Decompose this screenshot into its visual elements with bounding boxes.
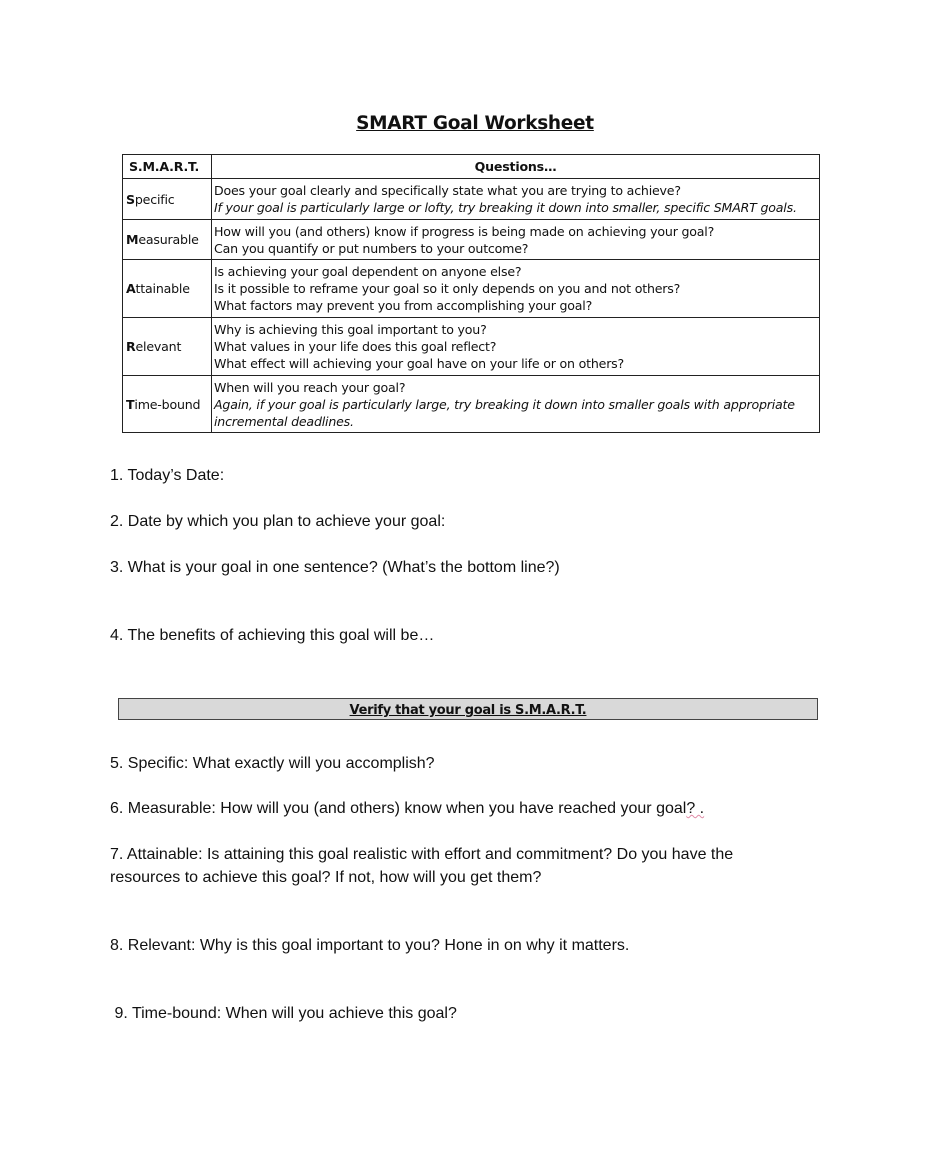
header-smart: S.M.A.R.T.: [123, 155, 212, 179]
row-label-initial: S: [126, 191, 135, 207]
question-6-measurable: [110, 797, 704, 820]
page-title: SMART Goal Worksheet: [356, 113, 594, 134]
row-label-measurable: [123, 220, 212, 260]
row-questions-attainable: [212, 260, 820, 318]
question-line: What values in your life does this goal reflect?: [214, 339, 497, 354]
question-7-attainable: [110, 843, 733, 889]
table-row-attainable: [123, 260, 820, 318]
row-label-relevant: [123, 318, 212, 376]
question-line: What effect will achieving your goal have on your life or on others?: [214, 356, 625, 371]
question-line: When will you reach your goal?: [214, 379, 406, 395]
question-line: Is it possible to reframe your goal so it only depends on you and not others?: [214, 281, 681, 296]
question-line: Does your goal clearly and specifically state what you are trying to achieve?: [214, 183, 681, 198]
question-5-specific: 5. Specific: What exactly will you accomplish?: [110, 755, 435, 772]
row-label-initial: R: [126, 339, 136, 354]
question-4-benefits: 4. The benefits of achieving this goal will be…: [110, 627, 435, 644]
table-header-row: [123, 155, 820, 179]
row-questions-relevant: [212, 318, 820, 376]
question-7-line-1: 7. Attainable: Is attaining this goal realistic with effort and commitment? Do you have the: [110, 846, 734, 863]
row-label-specific: [123, 179, 212, 220]
spellcheck-squiggle: ? .: [686, 800, 705, 817]
question-line-italic: If your goal is particularly large or lofty, try breaking it down into smaller, specific SMART goals.: [214, 200, 797, 215]
question-line-italic: Again, if your goal is particularly large, try breaking it down into smaller goals with appropriate incremental deadlines.: [214, 396, 795, 429]
row-label-rest: easurable: [138, 232, 199, 247]
row-label-initial: T: [126, 396, 135, 412]
row-label-initial: A: [126, 281, 136, 296]
question-line: Why is achieving this goal important to you?: [214, 322, 487, 337]
question-7-line-2: resources to achieve this goal? If not, how will you get them?: [110, 869, 542, 886]
verify-smart-banner: Verify that your goal is S.M.A.R.T.: [118, 698, 818, 720]
header-questions: Questions…: [212, 155, 820, 179]
row-label-initial: M: [126, 232, 139, 247]
question-line: Is achieving your goal dependent on anyone else?: [214, 264, 522, 279]
row-questions-time-bound: [212, 376, 820, 433]
question-line: How will you (and others) know if progress is being made on achieving your goal?: [214, 223, 715, 239]
row-label-rest: ime-bound: [134, 396, 201, 412]
row-questions-measurable: [212, 220, 820, 260]
row-label-rest: ttainable: [135, 281, 190, 296]
table-row-specific: [123, 179, 820, 220]
question-8-relevant: 8. Relevant: Why is this goal important to you? Hone in on why it matters.: [110, 937, 630, 954]
table-row-measurable: [123, 220, 820, 260]
row-questions-specific: [212, 179, 820, 220]
table-row-relevant: [123, 318, 820, 376]
smart-table: [122, 154, 820, 433]
question-line: Can you quantify or put numbers to your outcome?: [214, 240, 529, 256]
row-label-rest: pecific: [134, 191, 175, 207]
row-label-rest: elevant: [135, 339, 182, 354]
question-1-todays-date: 1. Today’s Date:: [110, 467, 225, 484]
question-6-text: 6. Measurable: How will you (and others) know when you have reached your goal: [110, 800, 687, 817]
question-9-time-bound: 9. Time-bound: When will you achieve this goal?: [110, 1005, 457, 1022]
table-row-time-bound: [123, 376, 820, 433]
question-3-goal-sentence: 3. What is your goal in one sentence? (What’s the bottom line?): [110, 559, 560, 576]
question-2-target-date: 2. Date by which you plan to achieve your goal:: [110, 513, 446, 530]
question-line: What factors may prevent you from accomplishing your goal?: [214, 298, 593, 313]
row-label-attainable: [123, 260, 212, 318]
row-label-time-bound: [123, 376, 212, 433]
